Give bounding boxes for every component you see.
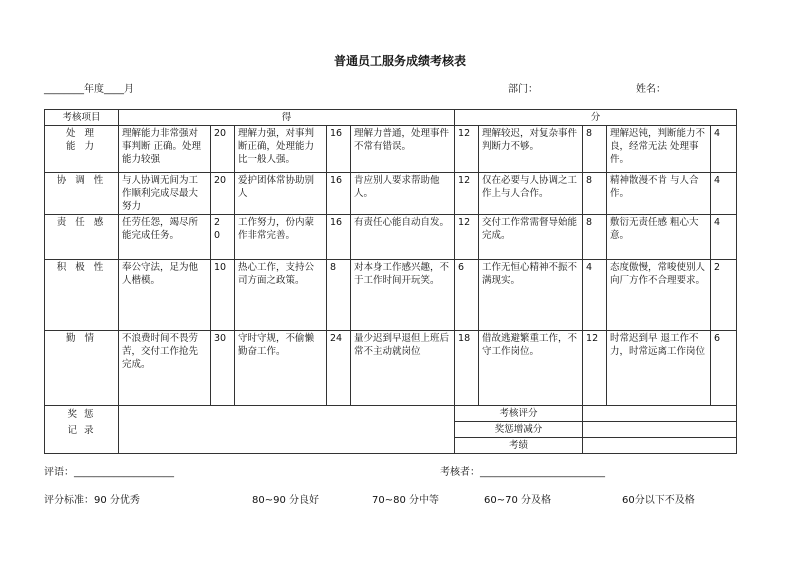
score-cell: 8 (583, 126, 607, 173)
score-cell: 4 (711, 126, 737, 173)
score-cell: 4 (583, 260, 607, 331)
score-cell: 4 (711, 173, 737, 215)
criteria-cell: 理解迟钝，判断能力不良，经常无法 处理事件。 (607, 126, 711, 173)
score-cell: 12 (455, 173, 479, 215)
reward-penalty-record (119, 406, 455, 454)
category-label: 处 理 能 力 (45, 126, 119, 173)
header-score-right: 分 (455, 110, 737, 126)
criteria-cell: 肯应别人要求帮助他人。 (351, 173, 455, 215)
row-responsibility (45, 215, 737, 260)
criteria-cell: 有责任心能自动自发。 (351, 215, 455, 260)
score-cell: 24 (327, 331, 351, 406)
adjustment-score-value (583, 422, 737, 438)
score-cell: 10 (211, 260, 235, 331)
criteria-cell: 敷衍无责任感 粗心大意。 (607, 215, 711, 260)
grading-standard-pass: 60~70 分及格 (484, 495, 552, 506)
score-cell: 12 (455, 215, 479, 260)
score-cell: 8 (327, 260, 351, 331)
criteria-cell: 态度傲慢，常唆使别人向厂方作不合理要求。 (607, 260, 711, 331)
criteria-cell: 借故逃避繁重工作，不守工作岗位。 (479, 331, 583, 406)
criteria-cell: 精神散漫不肯 与人合作。 (607, 173, 711, 215)
criteria-cell: 不浪费时间不畏劳苦，交付工作抢先完成。 (119, 331, 211, 406)
category-label: 积 极 性 (45, 260, 119, 331)
criteria-cell: 与人协调无间为工作顺利完成尽最大努力 (119, 173, 211, 215)
criteria-cell: 理解力强，对事判断正确，处理能力比一般人强。 (235, 126, 327, 173)
row-diligence (45, 331, 737, 406)
criteria-cell: 任劳任怨，竭尽所能完成任务。 (119, 215, 211, 260)
row-coordination (45, 173, 737, 215)
criteria-cell: 交付工作常需督导始能完成。 (479, 215, 583, 260)
criteria-cell: 仅在必要与人协调之工作上与人合作。 (479, 173, 583, 215)
row-processing-ability (45, 126, 737, 173)
grading-standard-excellent: 评分标准：90 分优秀 (44, 495, 140, 506)
score-cell: 18 (455, 331, 479, 406)
criteria-cell: 对本身工作感兴趣，不于工作时间开玩笑。 (351, 260, 455, 331)
score-cell: 8 (583, 173, 607, 215)
score-cell: 2 0 (211, 215, 235, 260)
performance-label: 考绩 (455, 438, 583, 454)
score-cell: 6 (455, 260, 479, 331)
criteria-cell: 理解较迟，对复杂事件判断力不够。 (479, 126, 583, 173)
score-cell: 16 (327, 215, 351, 260)
score-cell: 8 (583, 215, 607, 260)
score-cell: 6 (711, 331, 737, 406)
reviewer-field: 考核者：_________________________ (440, 467, 605, 478)
assessment-score-value (583, 406, 737, 422)
department-label: 部门： (508, 84, 538, 95)
category-label: 协 调 性 (45, 173, 119, 215)
score-cell: 20 (211, 126, 235, 173)
score-cell: 20 (211, 173, 235, 215)
assessment-table (44, 109, 737, 454)
criteria-cell: 热心工作，支持公司方面之政策。 (235, 260, 327, 331)
criteria-cell: 守时守规，不偷懒勤奋工作。 (235, 331, 327, 406)
row-initiative (45, 260, 737, 331)
score-cell: 16 (327, 173, 351, 215)
category-label: 勤 情 (45, 331, 119, 406)
category-label: 责 任 感 (45, 215, 119, 260)
criteria-cell: 爱护团体常协助别人 (235, 173, 327, 215)
criteria-cell: 奉公守法，足为他人楷模。 (119, 260, 211, 331)
score-cell: 16 (327, 126, 351, 173)
criteria-cell: 理解力普通，处理事件不常有错误。 (351, 126, 455, 173)
grading-standard-good: 80~90 分良好 (252, 495, 320, 506)
criteria-cell: 理解能力非常强对事判断 正确。处理能力较强 (119, 126, 211, 173)
grading-standard-fail: 60分以下不及格 (622, 495, 695, 506)
grading-standard-average: 70~80 分中等 (372, 495, 440, 506)
comment-field: 评语：____________________ (44, 467, 174, 478)
criteria-cell: 量少迟到早退但上班后常不主动就岗位 (351, 331, 455, 406)
page-title: 普通员工服务成绩考核表 (333, 54, 466, 68)
criteria-cell: 时常迟到早 退工作不力，时常远离工作岗位 (607, 331, 711, 406)
score-cell: 2 (711, 260, 737, 331)
score-cell: 30 (211, 331, 235, 406)
summary-row-1 (45, 406, 737, 422)
name-label: 姓名： (636, 84, 666, 95)
score-cell: 12 (583, 331, 607, 406)
criteria-cell: 工作无恒心精神不振不满现实。 (479, 260, 583, 331)
assessment-score-label: 考核评分 (455, 406, 583, 422)
period-field: ________年度____月 (44, 84, 134, 95)
score-cell: 12 (455, 126, 479, 173)
reward-penalty-label: 奖 惩 记 录 (45, 406, 119, 454)
header-score-left: 得 (119, 110, 455, 126)
score-cell: 4 (711, 215, 737, 260)
performance-value (583, 438, 737, 454)
header-item: 考核项目 (45, 110, 119, 126)
adjustment-score-label: 奖惩增减分 (455, 422, 583, 438)
criteria-cell: 工作努力，份内蒙作非常完善。 (235, 215, 327, 260)
